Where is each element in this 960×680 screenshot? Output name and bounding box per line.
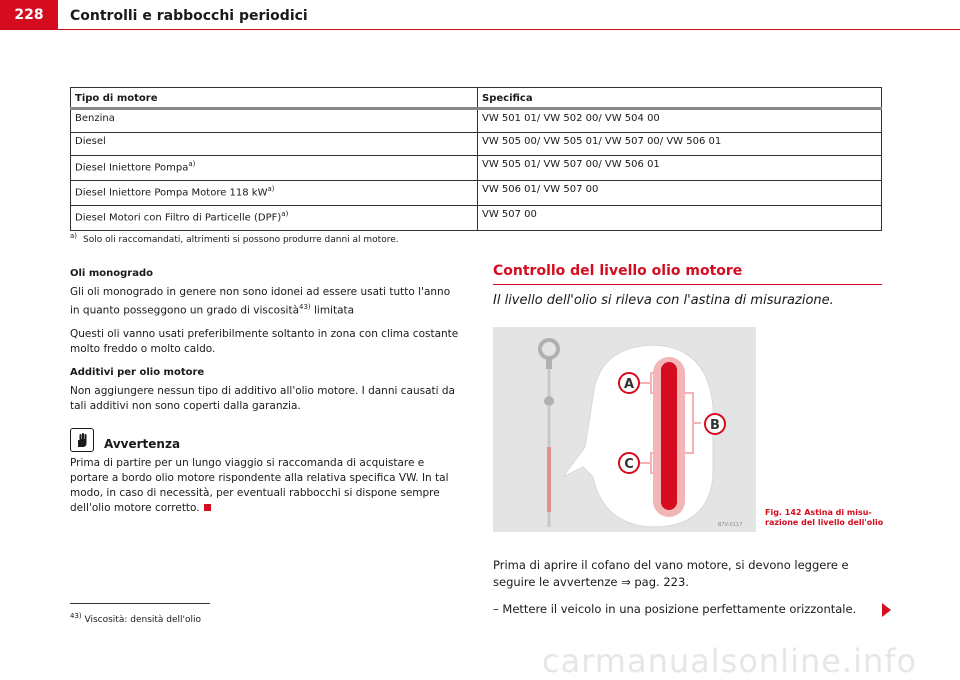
additives-heading: Additivi per olio motore <box>70 366 205 378</box>
mono-text-b: limitata <box>310 304 355 317</box>
mono-paragraph-2: Questi oli vanno usati preferibilmente soltanto in zona con clima costante molto freddo o molto caldo. <box>70 327 459 355</box>
marker-a-label: A <box>623 377 635 392</box>
spec-cell: VW 505 01/ VW 507 00/ VW 506 01 <box>478 156 882 181</box>
marker-c-label: C <box>624 457 634 472</box>
footnote-mark: 43) <box>70 612 82 620</box>
warning-header <box>70 428 462 452</box>
body-paragraph: Prima di aprire il cofano del vano motore, si devono leggere e seguire le avvertenze ⇒ pag. 223. <box>493 558 849 589</box>
mono-heading: Oli monogrado <box>70 268 153 279</box>
spec-cell: VW 507 00 <box>478 206 882 231</box>
footnote-text: Viscosità: densità dell'olio <box>84 615 202 625</box>
marker-a <box>619 373 639 393</box>
engine-cell <box>71 181 478 206</box>
footnote-ref: a) <box>267 185 275 193</box>
footnote-ref: a) <box>188 160 196 168</box>
warning-text: Prima di partire per un lungo viaggio si raccomanda di acquistare e portare a bordo olio motore rispondente alla relativa specifica VW. In tal modo, in caso di necessità, per eventuali rabbocchi si dispone sempre dell'olio motore corretto. <box>70 456 449 514</box>
engine-cell <box>71 156 478 181</box>
figure-caption-line-1: Fig. 142 Astina di misu- <box>765 508 872 517</box>
step-item: – Mettere il veicolo in una posizione perfettamente orizzontale. <box>493 602 857 616</box>
end-of-section-mark <box>204 504 211 511</box>
next-page-arrow-icon[interactable] <box>882 603 891 617</box>
dipstick-figure <box>493 327 756 532</box>
engine-cell <box>71 206 478 231</box>
footnote <box>70 612 201 625</box>
additives-paragraph: Non aggiungere nessun tipo di additivo all'olio motore. I danni causati da tali additivi non sono coperti dalla garanzia. <box>70 384 455 412</box>
table-row <box>71 156 882 181</box>
engine-text: Diesel Motori con Filtro di Particelle (DPF) <box>75 212 282 224</box>
marker-b-label: B <box>710 418 720 433</box>
engine-cell <box>71 109 478 133</box>
table-row <box>71 109 882 133</box>
info-hand-icon <box>70 428 94 452</box>
engine-text: Benzina <box>75 113 115 124</box>
engine-text: Diesel <box>75 136 106 147</box>
figure-caption-line-2: razione del livello dell'olio <box>765 518 884 527</box>
footnote-rule <box>70 603 210 604</box>
left-column <box>70 266 462 524</box>
warning-title: Avvertenza <box>104 436 181 451</box>
header-rule <box>0 29 960 30</box>
marker-b <box>705 414 725 434</box>
warning-paragraph <box>70 456 462 516</box>
page-number: 228 <box>0 0 58 30</box>
spec-cell: VW 501 01/ VW 502 00/ VW 504 00 <box>478 109 882 133</box>
page-title: Controlli e rabbocchi periodici <box>70 8 308 24</box>
figure-caption <box>765 508 883 528</box>
engine-text: Diesel Iniettore Pompa <box>75 162 189 174</box>
spec-cell: VW 505 00/ VW 505 01/ VW 507 00/ VW 506 01 <box>478 133 882 156</box>
section-title: Controllo del livello olio motore <box>493 263 743 279</box>
column-header-engine: Tipo di motore <box>71 88 478 109</box>
table-note <box>70 232 399 245</box>
marker-c <box>619 453 639 473</box>
mono-text-a: Gli oli monogrado in genere non sono idonei ad essere usati tutto l'anno in quanto posseggono un grado di viscosità <box>70 286 451 317</box>
table-note-mark: a) <box>70 232 78 240</box>
engine-cell <box>71 133 478 156</box>
watermark: carmanualsonline.info <box>542 642 918 680</box>
table-row <box>71 181 882 206</box>
footnote-ref: a) <box>281 210 289 218</box>
section-rule <box>493 284 882 285</box>
dipstick-end <box>661 362 677 510</box>
spec-cell: VW 506 01/ VW 507 00 <box>478 181 882 206</box>
footnote-ref-43[interactable]: 43) <box>299 303 311 311</box>
table-row <box>71 133 882 156</box>
mono-paragraph-1 <box>70 285 462 319</box>
table-row <box>71 206 882 231</box>
section-lead: Il livello dell'olio si rileva con l'astina di misurazione. <box>493 293 834 308</box>
oil-spec-table <box>70 87 882 231</box>
column-header-spec: Specifica <box>478 88 882 109</box>
figure-code: B7V-0117 <box>718 522 743 528</box>
engine-text: Diesel Iniettore Pompa Motore 118 kW <box>75 187 268 199</box>
table-header-row <box>71 88 882 109</box>
table-note-text: Solo oli raccomandati, altrimenti si possono produrre danni al motore. <box>83 235 399 245</box>
